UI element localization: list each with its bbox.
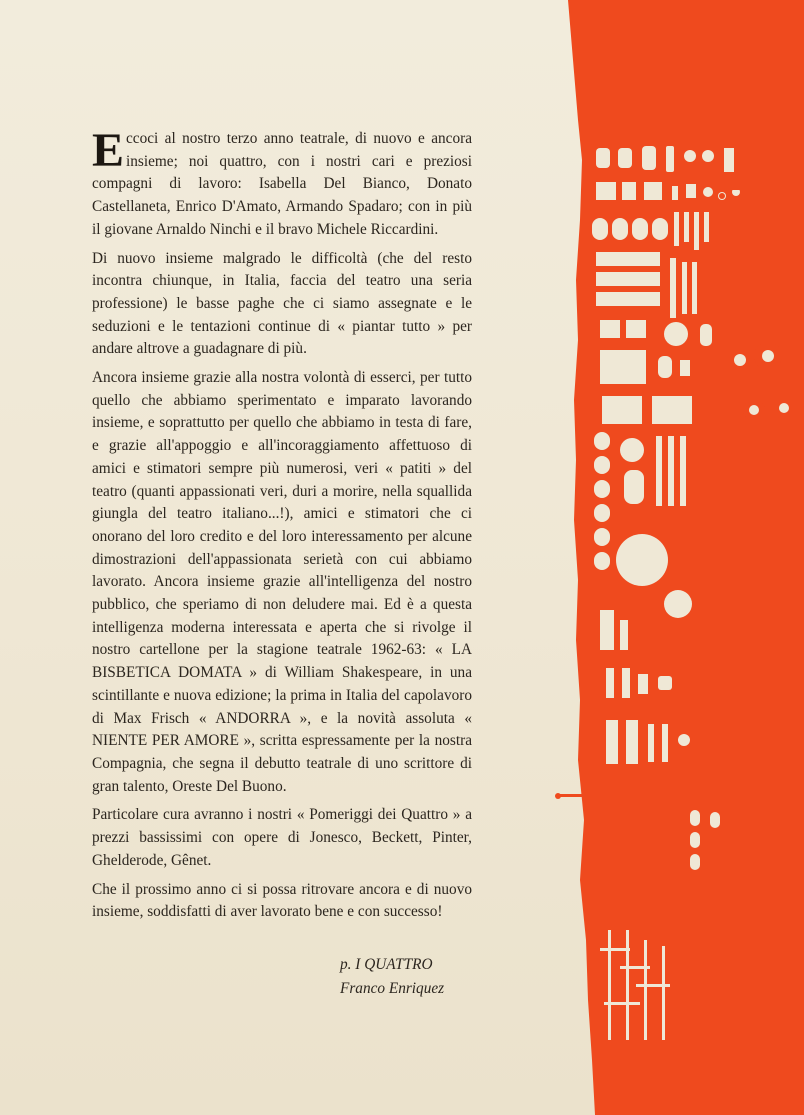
letter-paragraph-2: Di nuovo insieme malgrado le difficoltà (che del resto incontra chiunque, in Italia, faccia del teatro una seria professione) le basse paghe che ci siamo assegnate e le seduzioni e le tentazioni continue di « piantar tutto » per andare altrove a guadagnare di più. bbox=[92, 249, 472, 358]
drop-cap-letter: E bbox=[92, 124, 125, 177]
letter-paragraph-5: Che il prossimo anno ci si possa ritrovare ancora e di nuovo insieme, soddisfatti di aver lavorato bene e con successo! bbox=[92, 880, 472, 921]
letter-body bbox=[92, 124, 472, 930]
letter-paragraph-1 bbox=[92, 124, 472, 242]
signature-company: p. I QUATTRO bbox=[340, 956, 433, 973]
letter-paragraph-3: Ancora insieme grazie alla nostra volontà di esserci, per tutto quello che abbiamo sperimentato e imparato lavorando insieme, e soprattutto per quello che abbiamo in testa di fare, e grazie all'appoggio e all'incoraggiamento affettuoso di amici e stimatori sempre più numerosi, veri « patiti » del teatro (quanti appassionati veri, duri a morire, nella squallida giungla del teatro italiano...!), amici e stimatori che ci onorano del loro credito e del loro interessamento per alcune dimostrazioni dell'appassionata serietà con cui abbiamo lavorato. Ancora insieme grazie all'intelligenza del nostro pubblico, che speriamo di non deludere mai. Ed è a questa intelligenza moderna interessata e aperta che si rivolge il nostro cartellone per la stagione teatrale 1962-63: « LA BISBETICA DOMATA » di William Shakespeare, in una scintillante e nuova edizione; la prima in Italia del capolavoro di Max Frisch « ANDORRA », e la novità assoluta « NIENTE PER AMORE », scritta espressamente per la nostra Compagnia, che segna il debutto teatrale di uno scrittore di gran talento, Oreste Del Buono. bbox=[92, 369, 472, 795]
orange-abstract-city-tower-illustration-icon bbox=[540, 0, 804, 1115]
letter-paragraph-4: Particolare cura avranno i nostri « Pomeriggi dei Quattro » a prezzi bassissimi con opere di Jonesco, Beckett, Pinter, Ghelderode, Gênet. bbox=[92, 806, 472, 869]
signature-author: Franco Enriquez bbox=[340, 980, 445, 997]
signature-block bbox=[340, 953, 500, 1001]
paragraph-1-text: ccoci al nostro terzo anno teatrale, di nuovo e ancora insieme; noi quattro, con i nostri cari e preziosi compagni di lavoro: Isabella Del Bianco, Donato Castellaneta, Enrico D'Amato, Armando Spadaro; con in più il giovane Arnaldo Ninchi e il bravo Michele Riccardini. bbox=[92, 130, 472, 238]
